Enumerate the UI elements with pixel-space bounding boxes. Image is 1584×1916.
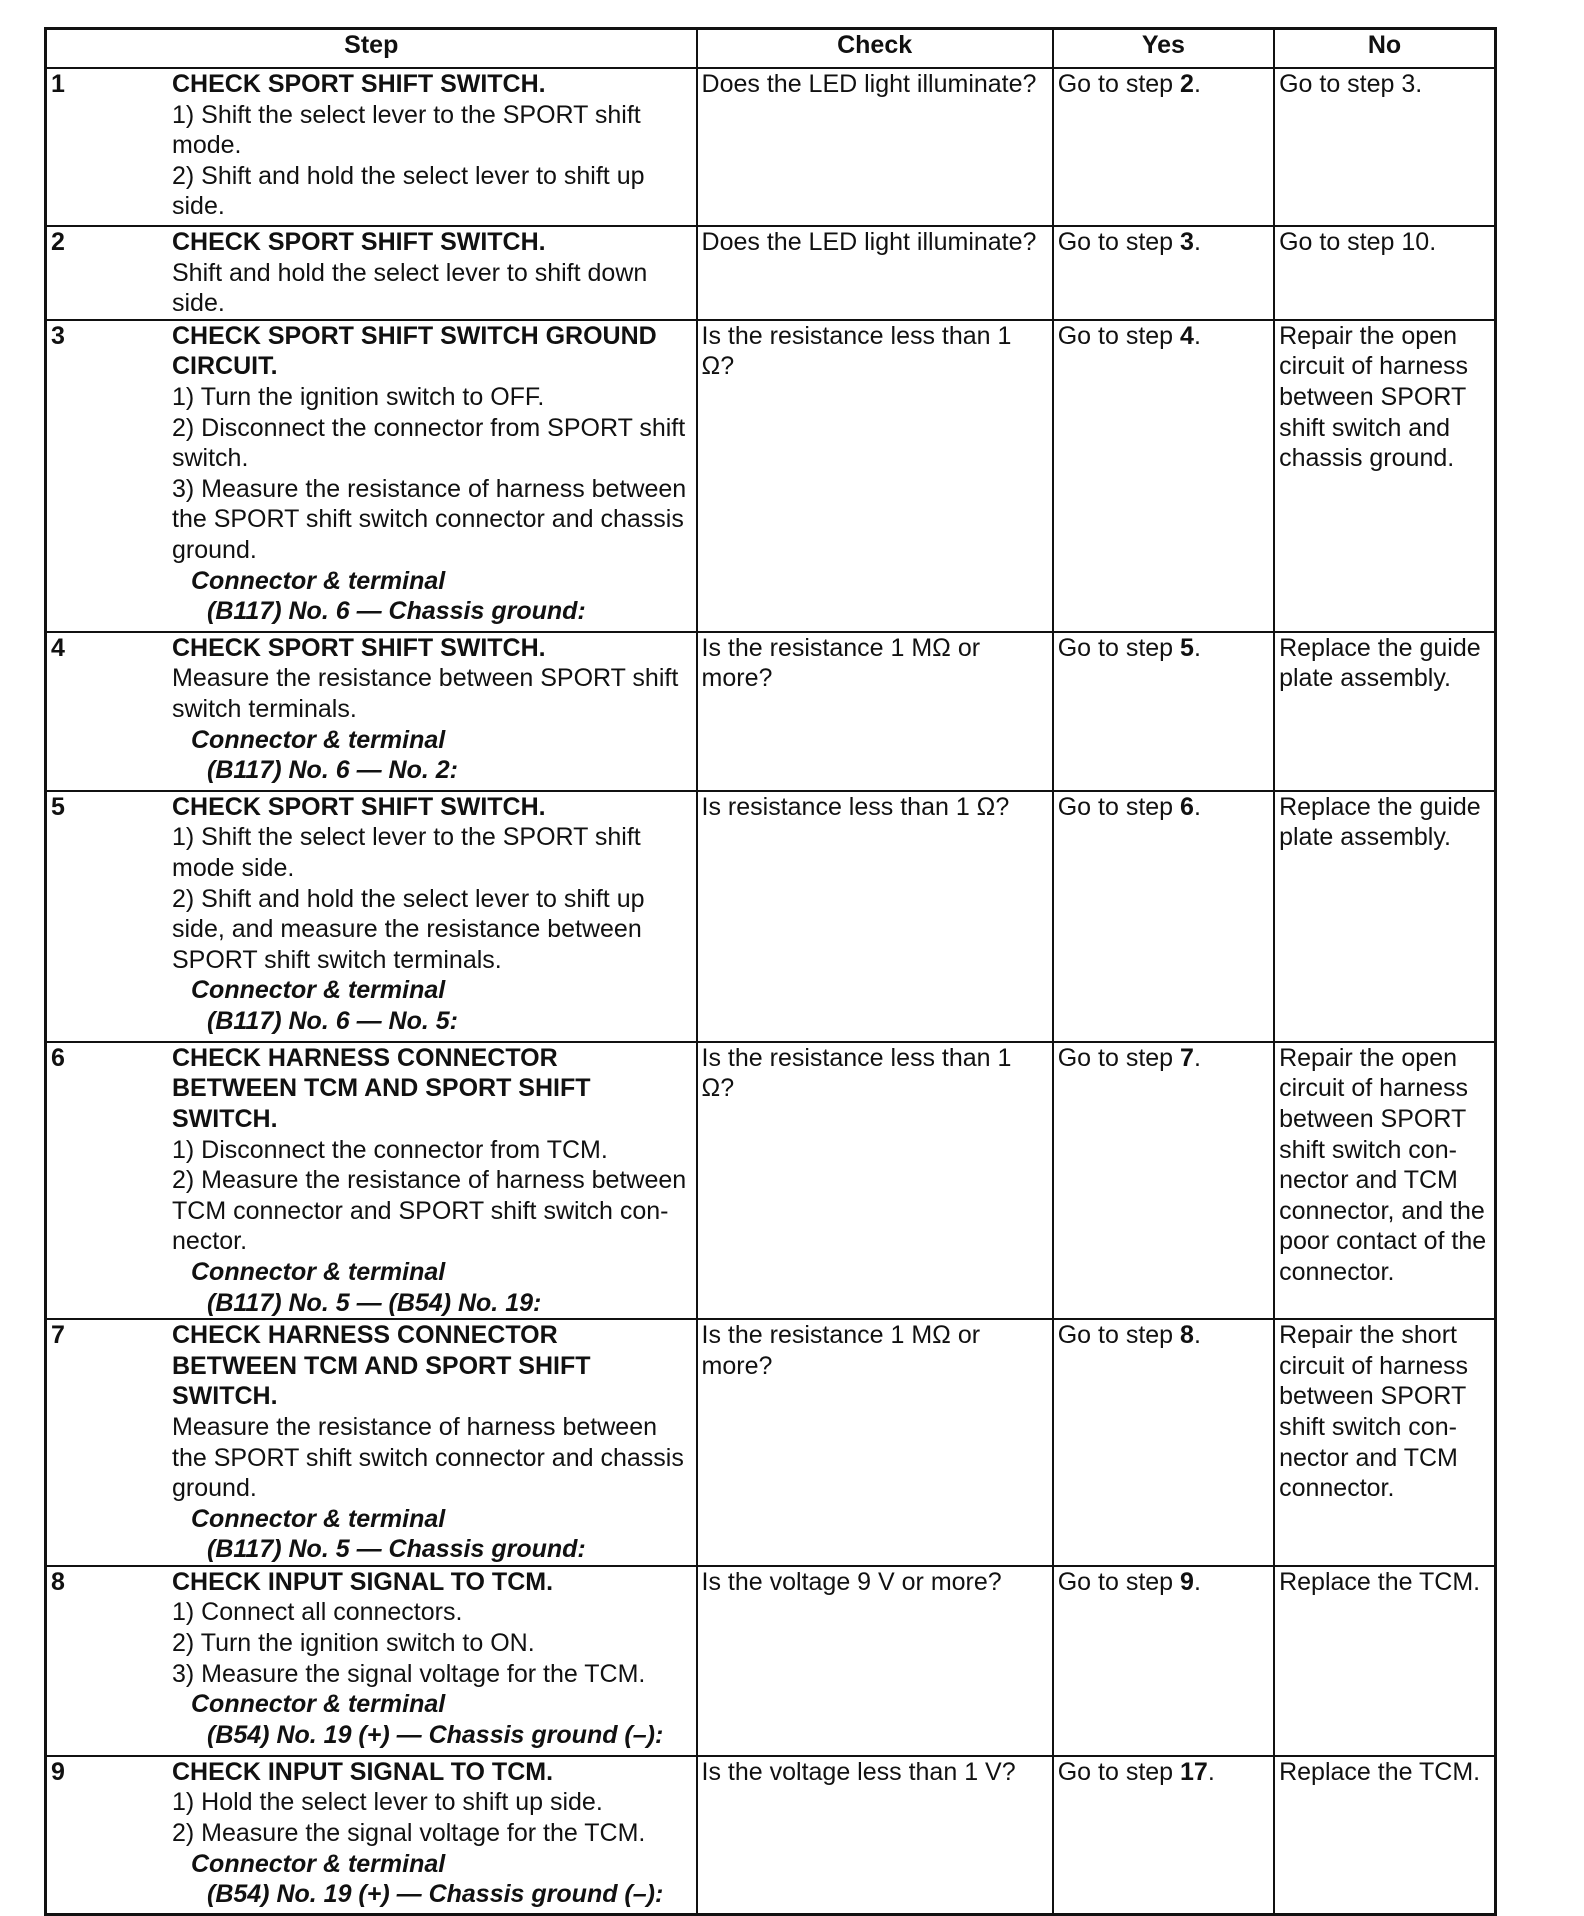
step-body (172, 1043, 692, 1318)
step-instruction: 2) Shift and hold the select lever to shift up side, and measure the resistance between SPORT shift switch terminals. (172, 884, 645, 974)
header-check: Check (697, 29, 1053, 69)
step-title: CHECK SPORT SHIFT SWITCH GROUND CIRCUIT. (172, 321, 657, 381)
table-body (46, 68, 1496, 1915)
connector-spec: (B54) No. 19 (+) — Chassis ground (–): (207, 1720, 664, 1749)
step-instruction: Shift and hold the select lever to shift down side. (172, 258, 648, 318)
step-instruction: 3) Measure the signal voltage for the TCM. (172, 1659, 646, 1688)
yes-suffix: . (1193, 633, 1201, 662)
check-cell: Is the resistance less than 1 Ω? (697, 320, 1053, 632)
yes-suffix: . (1193, 1567, 1201, 1596)
table-header-row (46, 29, 1496, 69)
connector-label: Connector & terminal (191, 976, 446, 1005)
step-instruction: Measure the resistance between SPORT shift switch terminals. (172, 664, 679, 723)
connector-label: Connector & terminal (191, 725, 446, 754)
yes-suffix: . (1193, 1321, 1201, 1350)
check-cell: Does the LED light illuminate? (697, 226, 1053, 320)
table-row (46, 791, 1496, 1042)
connector-label: Connector & terminal (191, 1849, 446, 1878)
no-cell: Repair the open circuit of harness between SPORT shift switch and chassis ground. (1274, 320, 1495, 632)
step-instruction: 3) Measure the resistance of harness between the SPORT shift switch connector and chassis ground. (172, 474, 687, 564)
table-row (46, 320, 1496, 632)
table-row (46, 68, 1496, 226)
yes-prefix: Go to step (1057, 1321, 1181, 1350)
step-cell (46, 1566, 697, 1756)
step-number: 9 (51, 1757, 65, 1786)
step-title: CHECK SPORT SHIFT SWITCH. (172, 792, 546, 821)
step-body (172, 321, 692, 627)
yes-prefix: Go to step (1057, 633, 1181, 662)
yes-step-number: 8 (1180, 1321, 1194, 1350)
check-cell: Is the resistance 1 MΩ or more? (697, 632, 1053, 791)
step-number: 3 (51, 321, 65, 350)
header-yes: Yes (1053, 29, 1274, 69)
connector-label: Connector & terminal (191, 1504, 446, 1533)
yes-cell (1053, 226, 1274, 320)
yes-prefix: Go to step (1057, 1043, 1181, 1072)
check-cell: Does the LED light illuminate? (697, 68, 1053, 226)
step-body (172, 633, 692, 786)
table-row (46, 1756, 1496, 1915)
connector-label: Connector & terminal (191, 1257, 446, 1286)
step-instruction: 1) Shift the select lever to the SPORT shift mode. (172, 100, 641, 160)
yes-step-number: 2 (1180, 70, 1194, 98)
header-step: Step (46, 29, 697, 69)
step-instruction: 2) Shift and hold the select lever to shift up side. (172, 161, 645, 221)
step-cell (46, 320, 697, 632)
check-cell: Is resistance less than 1 Ω? (697, 791, 1053, 1042)
step-title: CHECK INPUT SIGNAL TO TCM. (172, 1567, 554, 1596)
step-instruction: 1) Connect all connectors. (172, 1598, 463, 1627)
step-number: 4 (51, 633, 65, 662)
yes-step-number: 6 (1180, 792, 1194, 821)
yes-step-number: 17 (1180, 1757, 1208, 1786)
yes-step-number: 4 (1180, 321, 1194, 350)
yes-prefix: Go to step (1057, 321, 1181, 350)
yes-step-number: 9 (1180, 1567, 1194, 1596)
step-number: 5 (51, 792, 65, 821)
yes-cell (1053, 1566, 1274, 1756)
step-instruction: 2) Turn the ignition switch to ON. (172, 1629, 535, 1658)
connector-spec: (B117) No. 5 — (B54) No. 19: (207, 1288, 542, 1317)
yes-cell (1053, 1319, 1274, 1566)
table-row (46, 1566, 1496, 1756)
step-instruction: 1) Turn the ignition switch to OFF. (172, 382, 545, 411)
yes-suffix: . (1193, 1043, 1201, 1072)
step-cell (46, 226, 697, 320)
yes-suffix: . (1207, 1757, 1215, 1786)
yes-prefix: Go to step (1057, 792, 1181, 821)
connector-spec: (B117) No. 6 — No. 5: (207, 1006, 458, 1035)
yes-step-number: 5 (1180, 633, 1194, 662)
check-cell: Is the resistance less than 1 Ω? (697, 1042, 1053, 1319)
yes-step-number: 7 (1180, 1043, 1194, 1072)
check-cell: Is the voltage 9 V or more? (697, 1566, 1053, 1756)
connector-spec: (B117) No. 6 — Chassis ground: (207, 597, 586, 626)
step-number: 8 (51, 1567, 65, 1596)
connector-label: Connector & terminal (191, 1690, 446, 1719)
step-title: CHECK SPORT SHIFT SWITCH. (172, 633, 546, 662)
yes-cell (1053, 791, 1274, 1042)
connector-spec: (B117) No. 6 — No. 2: (207, 756, 458, 785)
no-cell: Replace the guide plate assembly. (1274, 791, 1495, 1042)
yes-prefix: Go to step (1057, 228, 1181, 256)
yes-cell (1053, 320, 1274, 632)
step-cell (46, 1756, 697, 1915)
check-cell: Is the resistance 1 MΩ or more? (697, 1319, 1053, 1566)
yes-step-number: 3 (1180, 228, 1194, 256)
no-cell: Replace the TCM. (1274, 1566, 1495, 1756)
no-cell: Repair the short circuit of harness between SPORT shift switch con-nector and TCM connector. (1274, 1319, 1495, 1566)
step-cell (46, 632, 697, 791)
step-body (172, 1757, 692, 1910)
yes-cell (1053, 632, 1274, 791)
yes-suffix: . (1193, 228, 1201, 256)
step-number: 1 (51, 70, 65, 98)
yes-cell (1053, 68, 1274, 226)
yes-prefix: Go to step (1057, 1757, 1181, 1786)
step-body (172, 1320, 692, 1565)
step-title: CHECK SPORT SHIFT SWITCH. (172, 70, 546, 98)
no-cell: Repair the open circuit of harness between SPORT shift switch con-nector and TCM connector, and the poor contact of the connector. (1274, 1042, 1495, 1319)
yes-suffix: . (1193, 792, 1201, 821)
step-title: CHECK SPORT SHIFT SWITCH. (172, 228, 546, 256)
step-number: 6 (51, 1043, 65, 1072)
step-cell (46, 1319, 697, 1566)
step-cell (46, 791, 697, 1042)
table-row (46, 1042, 1496, 1319)
table-row (46, 226, 1496, 320)
yes-prefix: Go to step (1057, 70, 1181, 98)
step-cell (46, 68, 697, 226)
connector-spec: (B54) No. 19 (+) — Chassis ground (–): (207, 1880, 664, 1909)
no-cell: Replace the TCM. (1274, 1756, 1495, 1915)
diagnostic-table (44, 27, 1497, 1916)
table-row (46, 1319, 1496, 1566)
no-cell: Go to step 10. (1274, 226, 1495, 320)
table-row (46, 632, 1496, 791)
no-cell: Go to step 3. (1274, 68, 1495, 226)
step-body (172, 69, 692, 222)
step-body (172, 227, 692, 319)
no-cell: Replace the guide plate assembly. (1274, 632, 1495, 791)
step-number: 2 (51, 228, 65, 256)
step-title: CHECK HARNESS CONNECTOR BETWEEN TCM AND SPORT SHIFT SWITCH. (172, 1321, 591, 1411)
step-cell (46, 1042, 697, 1319)
step-body (172, 1567, 692, 1751)
yes-suffix: . (1193, 70, 1201, 98)
yes-prefix: Go to step (1057, 1567, 1181, 1596)
step-body (172, 792, 692, 1037)
yes-cell (1053, 1756, 1274, 1915)
yes-cell (1053, 1042, 1274, 1319)
connector-spec: (B117) No. 5 — Chassis ground: (207, 1535, 586, 1564)
step-number: 7 (51, 1321, 65, 1350)
connector-label: Connector & terminal (191, 566, 446, 595)
step-title: CHECK INPUT SIGNAL TO TCM. (172, 1757, 554, 1786)
step-instruction: 2) Measure the signal voltage for the TCM. (172, 1819, 646, 1848)
yes-suffix: . (1193, 321, 1201, 350)
check-cell: Is the voltage less than 1 V? (697, 1756, 1053, 1915)
step-instruction: 1) Shift the select lever to the SPORT shift mode side. (172, 823, 641, 882)
step-instruction: 1) Disconnect the connector from TCM. (172, 1135, 608, 1164)
step-instruction: 2) Disconnect the connector from SPORT shift switch. (172, 413, 686, 473)
step-instruction: Measure the resistance of harness between the SPORT shift switch connector and chassis ground. (172, 1412, 684, 1503)
header-no: No (1274, 29, 1495, 69)
step-instruction: 2) Measure the resistance of harness between TCM connector and SPORT shift switch con-nector. (172, 1166, 687, 1256)
step-instruction: 1) Hold the select lever to shift up side. (172, 1788, 603, 1817)
step-title: CHECK HARNESS CONNECTOR BETWEEN TCM AND SPORT SHIFT SWITCH. (172, 1043, 591, 1133)
